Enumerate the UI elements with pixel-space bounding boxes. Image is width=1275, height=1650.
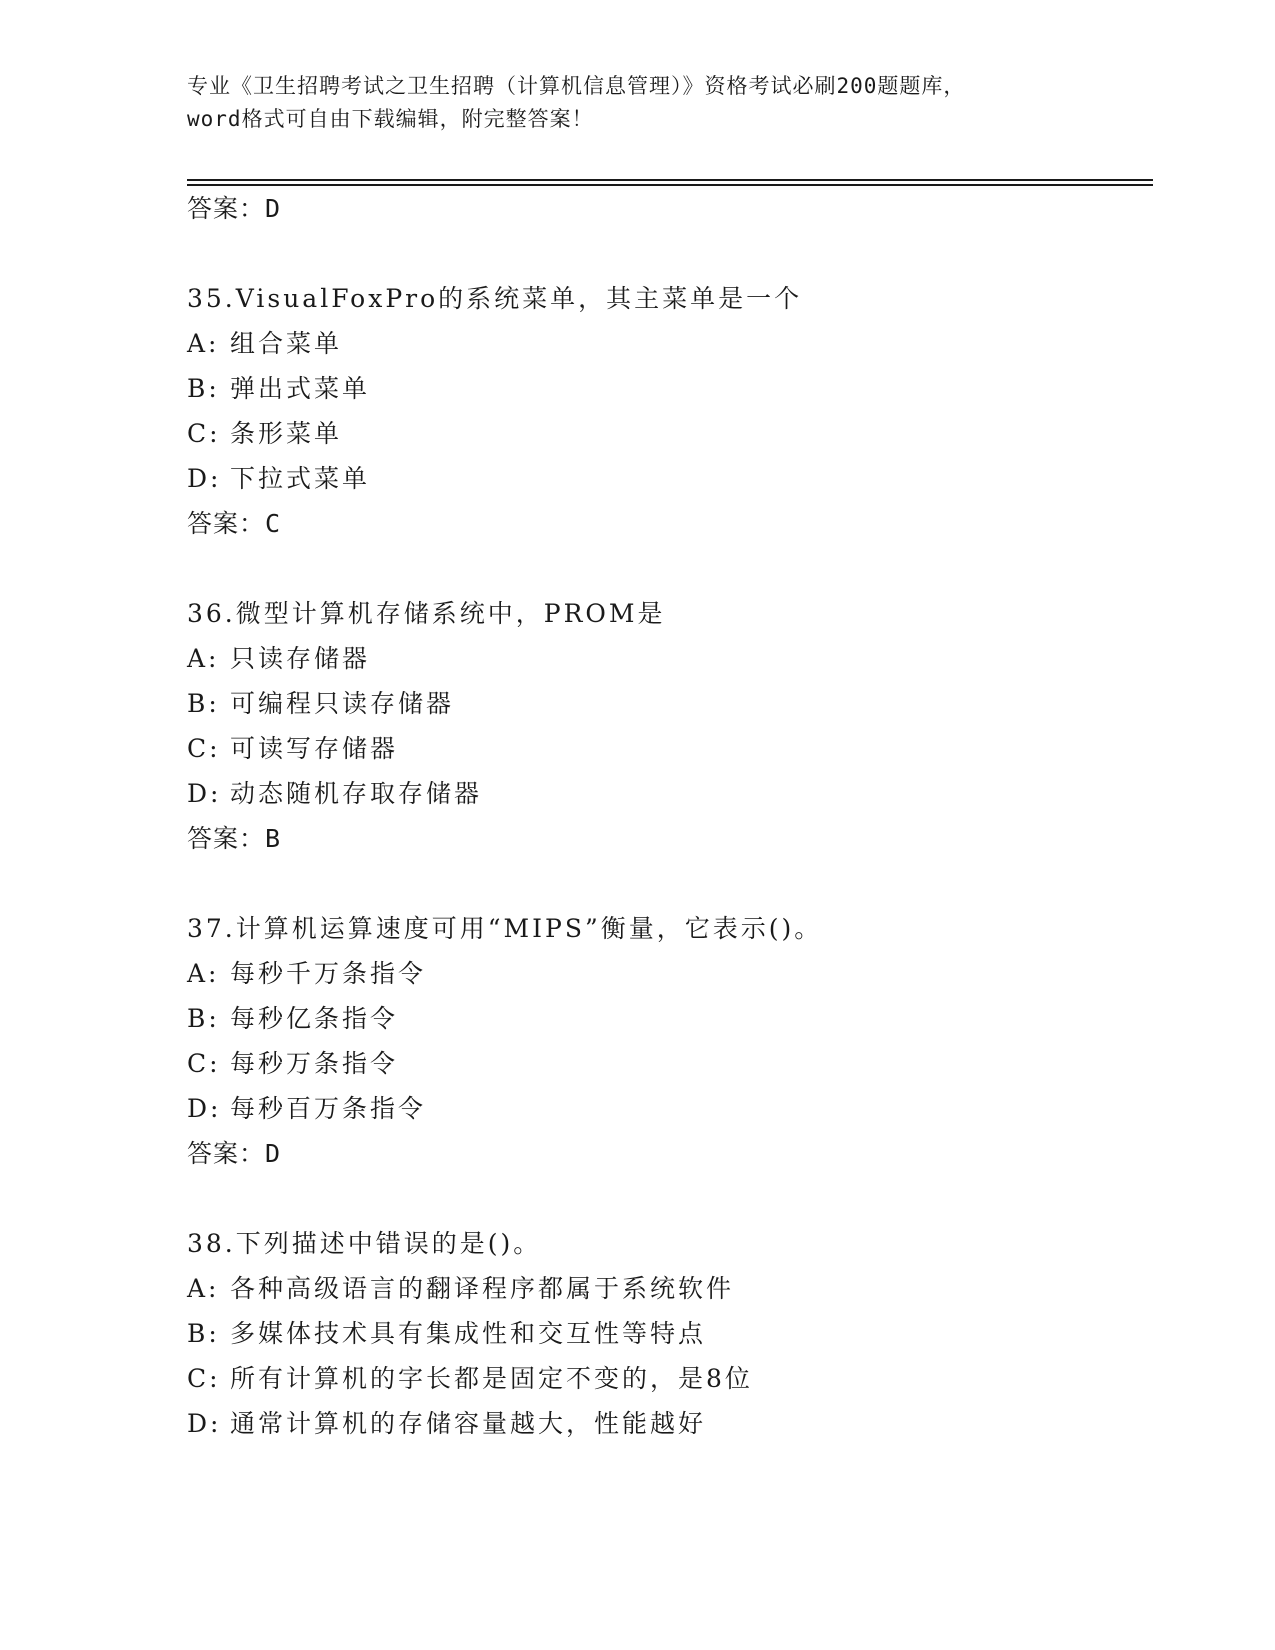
answer-value: C (265, 509, 282, 538)
question-38 (187, 1221, 1147, 1446)
option-a (187, 636, 1147, 681)
header-rule-top (187, 179, 1153, 181)
answer-line (187, 501, 1147, 547)
option-text: 可读写存储器 (230, 734, 399, 763)
answer-line (187, 186, 1147, 232)
option-a (187, 951, 1147, 996)
option-d (187, 456, 1147, 501)
answer-label: 答案： (187, 509, 266, 538)
option-a (187, 1266, 1147, 1311)
option-text: 动态随机存取存储器 (230, 779, 483, 808)
header-line-1: 专业《卫生招聘考试之卫生招聘（计算机信息管理）》资格考试必刷200题题库， (187, 74, 966, 98)
answer-label: 答案： (187, 1139, 266, 1168)
question-35 (187, 276, 1147, 547)
option-text: 每秒千万条指令 (230, 959, 427, 988)
option-b (187, 366, 1147, 411)
answer-label: 答案： (187, 824, 266, 853)
header-line-2: word格式可自由下载编辑，附完整答案！ (187, 107, 594, 131)
question-stem: 35.VisualFoxPro的系统菜单，其主菜单是一个 (187, 284, 803, 313)
option-c (187, 726, 1147, 771)
question-stem: 37.计算机运算速度可用“MIPS”衡量，它表示()。 (187, 914, 823, 943)
answer-value: B (265, 824, 282, 853)
option-text: 条形菜单 (230, 419, 343, 448)
option-letter: C: (187, 734, 221, 763)
option-d (187, 771, 1147, 816)
option-text: 只读存储器 (230, 644, 371, 673)
option-c (187, 1041, 1147, 1086)
option-text: 各种高级语言的翻译程序都属于系统软件 (230, 1274, 735, 1303)
option-text: 每秒亿条指令 (230, 1004, 399, 1033)
option-text: 可编程只读存储器 (230, 689, 455, 718)
question-stem: 36.微型计算机存储系统中，PROM是 (187, 599, 666, 628)
option-letter: B: (187, 1319, 220, 1348)
option-letter: A: (187, 644, 220, 673)
option-letter: C: (187, 1049, 221, 1078)
option-a (187, 321, 1147, 366)
question-37 (187, 906, 1147, 1177)
option-letter: A: (187, 959, 220, 988)
answer-value: D (265, 1139, 282, 1168)
option-letter: D: (187, 464, 222, 493)
option-letter: A: (187, 329, 220, 358)
option-c (187, 411, 1147, 456)
answer-line (187, 1131, 1147, 1177)
option-text: 每秒百万条指令 (230, 1094, 427, 1123)
option-c (187, 1356, 1147, 1401)
option-letter: B: (187, 374, 220, 403)
option-text: 下拉式菜单 (230, 464, 371, 493)
answer-value: D (265, 194, 282, 223)
document-header (187, 70, 1087, 136)
option-text: 组合菜单 (230, 329, 343, 358)
option-letter: D: (187, 1094, 222, 1123)
question-36 (187, 591, 1147, 862)
option-letter: C: (187, 419, 221, 448)
answer-line (187, 816, 1147, 862)
option-text: 通常计算机的存储容量越大，性能越好 (230, 1409, 707, 1438)
option-d (187, 1086, 1147, 1131)
option-letter: D: (187, 779, 222, 808)
option-d (187, 1401, 1147, 1446)
option-b (187, 996, 1147, 1041)
question-stem: 38.下列描述中错误的是()。 (187, 1229, 542, 1258)
option-text: 所有计算机的字长都是固定不变的，是8位 (230, 1364, 753, 1393)
option-letter: C: (187, 1364, 221, 1393)
answer-label: 答案： (187, 194, 266, 223)
option-text: 多媒体技术具有集成性和交互性等特点 (230, 1319, 707, 1348)
option-letter: D: (187, 1409, 222, 1438)
document-body (187, 186, 1147, 1446)
option-text: 弹出式菜单 (230, 374, 371, 403)
option-b (187, 1311, 1147, 1356)
option-text: 每秒万条指令 (230, 1049, 399, 1078)
option-letter: A: (187, 1274, 220, 1303)
option-letter: B: (187, 1004, 220, 1033)
option-letter: B: (187, 689, 220, 718)
option-b (187, 681, 1147, 726)
